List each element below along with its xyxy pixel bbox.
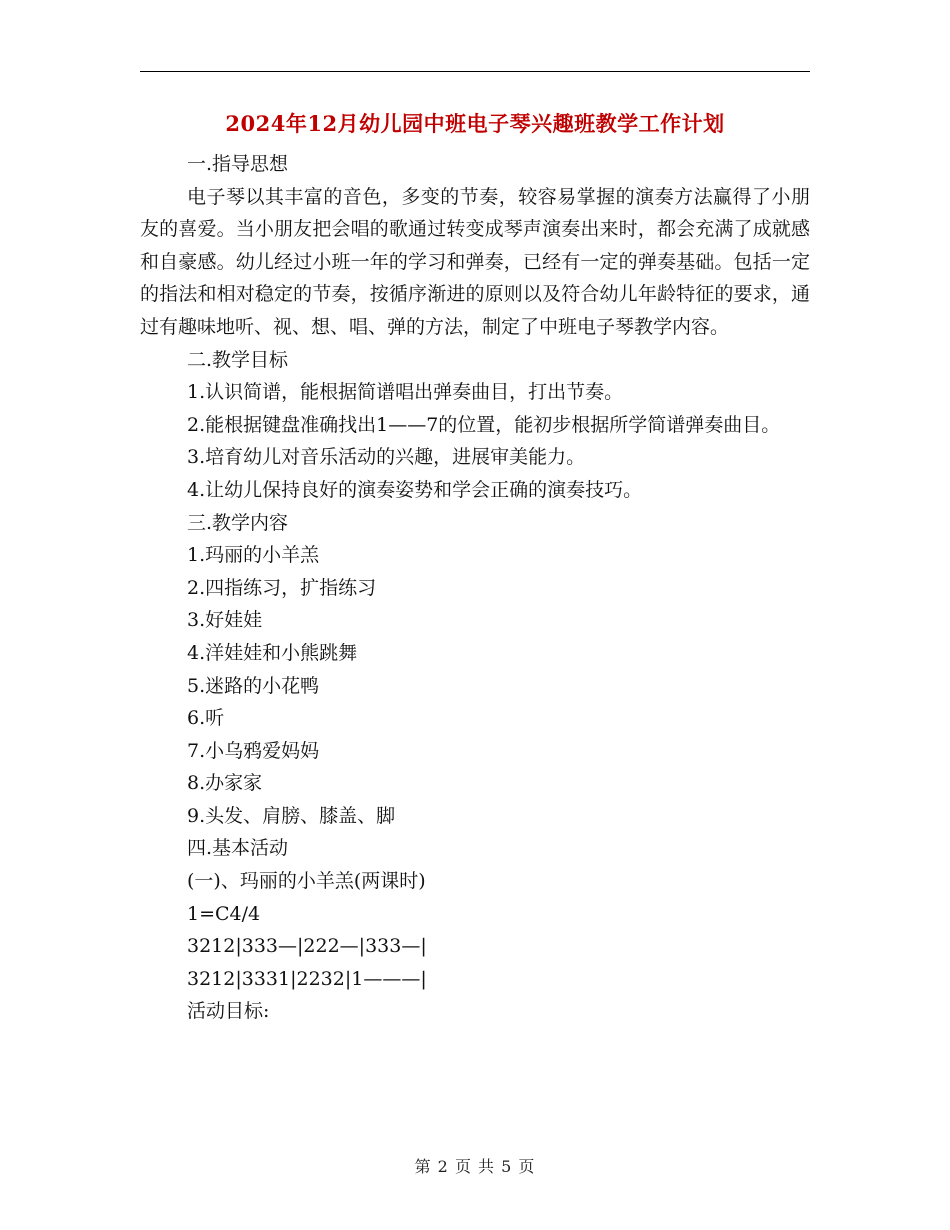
score-line: 3212|333—|222—|333—| (187, 935, 427, 958)
content-item: 8.办家家 (187, 772, 263, 795)
goal-item: 1.认识简谱，能根据简谱唱出弹奏曲目，打出节奏。 (187, 381, 624, 404)
activity-goal-label: 活动目标: (187, 1000, 270, 1023)
music-key: 1=C4/4 (187, 902, 261, 925)
content-item: 2.四指练习，扩指练习 (187, 576, 377, 599)
page-number: 第 2 页 共 5 页 (414, 1157, 536, 1176)
content-item: 3.好娃娃 (187, 609, 263, 632)
content-item: 7.小乌鸦爱妈妈 (187, 739, 320, 762)
content-item: 5.迷路的小花鸭 (187, 674, 320, 697)
activity-title: (一)、玛丽的小羊羔(两课时) (187, 870, 426, 893)
content-item: 9.头发、肩膀、膝盖、脚 (187, 804, 396, 827)
content-item: 4.洋娃娃和小熊跳舞 (187, 641, 358, 664)
goal-item: 2.能根据键盘准确找出1——7的位置，能初步根据所学简谱弹奏曲目。 (187, 413, 781, 436)
content-item: 1.玛丽的小羊羔 (187, 544, 320, 567)
header-rule (140, 71, 810, 72)
score-line: 3212|3331|2232|1———| (187, 967, 427, 990)
goal-item: 4.让幼儿保持良好的演奏姿势和学会正确的演奏技巧。 (187, 478, 643, 501)
section-heading-teaching-goals: 二.教学目标 (187, 348, 289, 371)
section-heading-basic-activities: 四.基本活动 (187, 837, 289, 860)
content-item: 6.听 (187, 707, 225, 730)
goal-item: 3.培育幼儿对音乐活动的兴趣，进展审美能力。 (187, 446, 586, 469)
section-heading-guiding-thought: 一.指导思想 (187, 153, 289, 175)
document-title: 2024年12月幼儿园中班电子琴兴趣班教学工作计划 (225, 111, 725, 136)
document-body (140, 148, 810, 1028)
guiding-thought-paragraph: 电子琴以其丰富的音色，多变的节奏，较容易掌握的演奏方法赢得了小朋友的喜爱。当小朋友把会唱的歌通过转变成琴声演奏出来时，都会充满了成就感和自豪感。幼儿经过小班一年的学习和弹奏，已经有一定的弹奏基础。包括一定的指法和相对稳定的节奏，按循序渐进的原则以及符合幼儿年龄特征的要求，通过有趣味地听、视、想、唱、弹的方法，制定了中班电子琴教学内容。 (140, 185, 810, 338)
section-heading-teaching-content: 三.教学内容 (187, 511, 289, 534)
